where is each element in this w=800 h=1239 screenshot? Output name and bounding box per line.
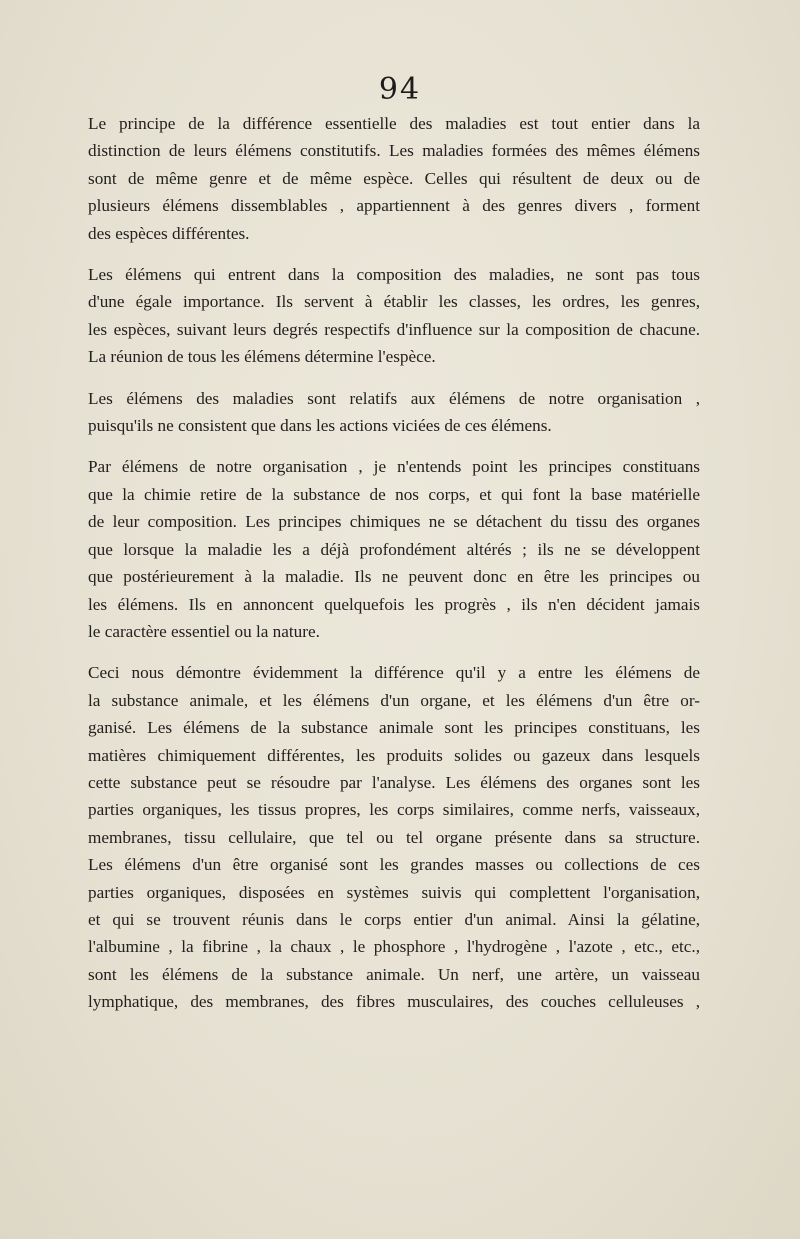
text-line: matières chimiquement différentes, les produits solides ou gazeux dans lesquels: [88, 745, 700, 765]
text-line: sont les élémens de la substance animale. Un nerf, une artère, un vaisseau: [88, 964, 700, 984]
text-line: distinction de leurs élémens constitutifs. Les maladies formées des mêmes élémens: [88, 141, 700, 161]
text-line: que la chimie retire de la substance de nos corps, et qui font la base matérielle: [88, 484, 700, 504]
paragraph: [88, 659, 700, 1015]
text-line: parties organiques, les tissus propres, les corps similaires, comme nerfs, vaisseaux,: [88, 800, 700, 820]
text-line: le caractère essentiel ou la nature.: [88, 621, 320, 641]
text-line: ganisé. Les élémens de la substance animale sont les principes constituans, les: [88, 718, 700, 738]
text-line: et qui se trouvent réunis dans le corps entier d'un animal. Ainsi la gélatine,: [88, 909, 700, 929]
paragraph: [88, 385, 700, 440]
text-line: parties organiques, disposées en systèmes suivis qui complettent l'organisation,: [88, 882, 700, 902]
text-line: que postérieurement à la maladie. Ils ne peuvent donc en être les principes ou: [88, 567, 700, 587]
text-line: puisqu'ils ne consistent que dans les actions viciées de ces élémens.: [88, 416, 552, 436]
text-line: Les élémens des maladies sont relatifs aux élémens de notre organisation ,: [88, 388, 700, 408]
text-line: Ceci nous démontre évidemment la différence qu'il y a entre les élémens de: [88, 663, 700, 683]
text-line: la substance animale, et les élémens d'un organe, et les élémens d'un être or-: [88, 690, 700, 710]
text-line: sont de même genre et de même espèce. Celles qui résultent de deux ou de: [88, 168, 700, 188]
text-line: des espèces différentes.: [88, 223, 250, 243]
text-line: l'albumine , la fibrine , la chaux , le phosphore , l'hydrogène , l'azote , etc., etc.,: [88, 937, 700, 957]
paragraph: [88, 261, 700, 371]
text-line: Les élémens qui entrent dans la composition des maladies, ne sont pas tous: [88, 265, 700, 285]
text-line: membranes, tissu cellulaire, que tel ou tel organe présente dans sa structure.: [88, 827, 700, 847]
text-line: Le principe de la différence essentielle des maladies est tout entier dans la: [88, 114, 700, 133]
text-line: les espèces, suivant leurs degrés respectifs d'influence sur la composition de chacune.: [88, 319, 700, 339]
page-number: 94: [378, 72, 422, 107]
paragraph: [88, 453, 700, 645]
text-line: d'une égale importance. Ils servent à établir les classes, les ordres, les genres,: [88, 292, 700, 312]
paragraph: [88, 110, 700, 247]
text-line: La réunion de tous les élémens détermine l'espèce.: [88, 347, 436, 367]
text-line: que lorsque la maladie les a déjà profondément altérés ; ils ne se développent: [88, 539, 700, 559]
body-text: [88, 110, 700, 1030]
text-line: plusieurs élémens dissemblables , appartiennent à des genres divers , forment: [88, 196, 700, 216]
text-line: cette substance peut se résoudre par l'analyse. Les élémens des organes sont les: [88, 772, 700, 792]
text-line: les élémens. Ils en annoncent quelquefois les progrès , ils n'en décident jamais: [88, 594, 700, 614]
text-line: Par élémens de notre organisation , je n'entends point les principes constituans: [88, 457, 700, 477]
text-line: Les élémens d'un être organisé sont les grandes masses ou collections de ces: [88, 855, 700, 875]
text-line: de leur composition. Les principes chimiques ne se détachent du tissu des organes: [88, 512, 700, 532]
text-line: lymphatique, des membranes, des fibres musculaires, des couches celluleuses ,: [88, 992, 700, 1012]
